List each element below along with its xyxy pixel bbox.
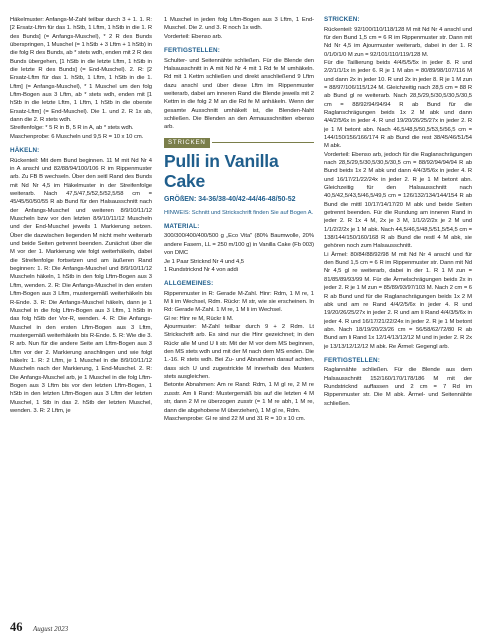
lace-pattern-text: Ajourmuster: M-Zahl teilbar durch 9 + 2 Rdm. Lt Strickschrift arb. Es sind nur die Hinr gezeichnet; in den Rückr alle M und U li str. Mit der M vor dem MS beginnen, den MS stets wdh und mit der M nach dem MS enden. Die 1.-16. R stets wdh. Bei Zu- und Abnahmen darauf achten, dass sich U und zugestrickte M innerhalb des Musters stets ausgleichen. [164, 324, 314, 381]
section-heading-finishing-2: FERTIGSTELLEN: [324, 356, 380, 364]
front-panel-text: Vorderteil: Ebenso arb. [164, 33, 223, 40]
section-heading-general: ALLGEMEINES: [164, 280, 214, 288]
back-panel-text: Rückenteil: Mit dem Bund beginnen. 11 M mit Nd Nr 4 in A anschl und 82/88/94/100/106 R im Rippenmuster arb. Zu FB B wechseln. Über den seitl Rand des Bunds mit Nd Nr 4,5 im Häkelmuster in der Streifenfolge weiterarb. Nach 47,5/47,5/52,5/52,5/58 cm = 45/45/50/50/55 R ab Bund für den Halsausschnitt nach der Anfangs-Muschel und weiteren 8/9/10/11/12 Muscheln bzw vor den letzten 8/9/10/11/12 Muscheln und der End-Muschel jeweils 1 Markierung setzen. Über die dazwischen liegenden M nicht mehr weiterarb und beide Seiten getrennt beenden. Zunächst über die M vor der 1. Markierung wie folgt weiterhäkeln, dabei die Streifenfolge fortsetzen und am äußeren Rand beginnen: 1. R: Die Anfangs-Muschel und 8/9/10/11/12 Muscheln häkeln, 1 hStb in den folg Lftm-Bogen aus 3 Lftm, wenden. 2. R: Die Anfangs-Muschel in den ersten Lftm-Bogen aus 3 Lftm, mustergemäß weiterhäkeln bis R-Ende. 3. R: Die Anfangs-Muschel häkeln, dann je 1 Muschel in die folg Lftm-Bogen aus 3 Lftm, 1 hStb in das folg hStb der Vor-R, wenden. 4. R: Die Anfangs-Muschel in den ersten Lftm-Bogen aus 3 Lftm, mustergemäß weiterhäkeln bis R-Ende. 5. R: Wie die 3. R arb. Nun für die andere Seite am Lftm-Bogen aus 3 Lftm vor der 2. Markierung anschlingen und wie folgt häkeln: 1. R: 2 Lftm, je 1 Muschel in die 8/9/10/11/12 Muscheln nach der Markierung, 1 End-Muschel. 2. R: Die Anfangs-Muschel arb, je 1 Muschel in die folg Lftm-Bogen aus 3 Lftm bis vor den letzten Lftm-Bogen, 1 hStb in den letzten Lftm-Bogen aus 3 Lftm der letzten Muschel, 1 Stb in das 2. hStb der letzten Muschel, wenden. 3. R: 2 Lftm, je [10, 157, 152, 414]
section-tag-row [164, 136, 314, 150]
section-heading-finishing: FERTIGSTELLEN: [164, 47, 220, 55]
material-item-circular-needle: 1 Rundstricknd Nr 4 von addi [164, 266, 238, 273]
knitting-tag: STRICKEN [164, 138, 210, 148]
decreases-text: Betonte Abnahmen: Am re Rand: Rdm, 1 M gl re, 2 M re zusstr. Am li Rand: Mustergemäß bis auf die letzten 4 M str, dann 2 M re überzogen zusstr (= 1 M re abh, 1 M re, dann die abgehobene M überziehen), 1 M gl re, Rdm. [164, 382, 314, 414]
back-knit-text: Rückenteil: 92/100/110/118/128 M mit Nd Nr 4 anschl und für den Bund 1,5 cm = 6 R im Rippenmuster str. Dann mit Nd Nr 4,5 im Ajourmuster weiterarb, dabei in der 1. R 0/1/0/1/0 M zun = 92/101/110/119/128 M. [324, 26, 472, 58]
sizes-line: GRÖßEN: 34-36/38-40/42-44/46-48/50-52 [164, 195, 296, 203]
front-knit-text: Vorderteil: Ebenso arb, jedoch für die Raglanschrägungen nach 28,5/29,5/30,5/30,5/30,5 cm = 88/92/94/94/94 R ab Bund beids 1x 2 M abk und dann 4/4/3/5/6x in jeder 4. R und 16/17/21/22/24x in jeder 2. R je 1 M betont abn. Gleichzeitig für den Halsausschnitt nach 40,5/42,5/43,5/46,5/49,5 cm = 126/132/134/144/154 R ab Bund die mittl 10/17/14/17/20 M abk und beide Seiten getrennt beenden. Für die Rundung am inneren Rand in jeder 2. R 1x 4 M, 2x je 3 M, 1/1/2/2/2x je 2 M und 1/1/2/2/2x je 1 M abk. Nach 44,5/46,5/48,5/51,5/54,5 cm = 138/144/150/160/168 R ab Bund die restl 4 M abk, sie gehören noch zum Halsausschnitt. [324, 151, 472, 250]
section-heading-knitting: STRICKEN: [324, 16, 360, 23]
pattern-title: Pulli in Vanilla Cake [164, 150, 279, 191]
material-item-needles: Je 1 Paar Stricknd Nr 4 und 4,5 [164, 258, 244, 265]
issue-date: August 2023 [32, 625, 69, 633]
knit-gauge-text: Maschenprobe: Gl re sind 22 M und 31 R = 10 x 10 cm. [164, 415, 306, 422]
finishing-text: Schulter- und Seitennähte schließen. Für die Blende den Halsausschnitt in A mit Nd Nr 4 mit 1 Rd fe M umhäkeln. Rd mit 1 Kettm schließen und direkt anschließend 9 Lftm dazu anschl und über diese Lftm im Rippenmuster weiterarb, dabei am inneren Rand die Blende jeweils mit 2 Kettm in die folg 2 M an die Rd fe M anhäkeln. Wenn der gesamte Ausschnitt umhäkelt ist, die Blenden-Naht schließen. Die Blenden an den Armausschnitten ebenso arb. [164, 57, 314, 131]
material-item-yarn: 300/300/400/400/500 g „Eco Vita" (80% Baumwolle, 20% andere Fasern, LL = 250 m/100 g) in Vanilla Cake (Fb 003) von DMC [164, 233, 314, 257]
gauge-text: Maschenprobe: 6 Muscheln und 9,5 R = 10 x 10 cm. [10, 133, 144, 140]
rib-pattern-text: Rippenmuster in R: Gerade M-Zahl. Hinr: Rdm, 1 M re, 1 M li im Wechsel, Rdm. Rückr: M str, wie sie erscheinen. In Rd: Gerade M-Zahl. 1 M re, 1 M li im Wechsel. [164, 290, 314, 314]
column-3 [324, 16, 472, 612]
column-1 [10, 16, 152, 612]
page-number: 46 [10, 620, 23, 634]
finishing-knit-text: Raglannähte schließen. Für die Blende aus dem Halsausschnitt 152/160/170/178/186 M mit der Rundstricknd auffassen und 2 cm = 7 Rd im Rippenmuster str. Die M abk. Ärmel- und Seitennähte schließen. [324, 367, 472, 407]
stockinette-text: Gl re: Hinr re M, Rückr li M. [164, 315, 234, 322]
stripe-sequence-text: Streifenfolge: * 5 R in B, 5 R in A, ab * stets wdh. [10, 125, 134, 132]
tag-divider [212, 142, 314, 143]
crochet-pattern-text: Häkelmuster: Anfangs-M-Zahl teilbar durch 3 + 1. 1. R: [2 Ersatz-Lftm für das 1. hStb, 1 Lftm, 1 hStb in die 1. R des Bunds] (= Anfangs-Muschel), * 2 R des Bunds überspringen, 1 Muschel (= 1 hStb + 3 Lftm + 1 hStb) in die folg R des Bunds, ab * stets wdh, enden mit 2 R des Bunds übergehen, [1 hStb in die letzte Lftm, 1 hStb in die letzte R des Bunds] (= End-Muschel). 2. R: [2 Ersatz-Lftm für das 1. hStb, 1 Lftm, 1 hStb in die 1. Lftm] (= Anfangs-Muschel), * 1 Muschel um den folg Lftm-Bogen aus 3 Lftm, ab * stets wdh, enden mit [1 hStb in die letzte Lftm, 1 Lftm, 1 hStb in die oberste Ersatz-Lftm] (= End-Muschel). Die 1. und 2. R 1x ab, dann die 2. R stets wdh. [10, 17, 152, 124]
page-footer [10, 618, 68, 632]
column-2 [164, 16, 314, 612]
section-heading-material: MATERIAL: [164, 222, 200, 230]
section-heading-crochet: HÄKELN: [10, 147, 40, 155]
waist-shaping-text: Für die Taillierung beids 4/4/5/5/5x in jeder 8. R und 2/2/1/1/1x in jeder 6. R je 1 M abn = 80/89/98/107/116 M und dann 2x in jeder 10. R und 2x in jeder 8. R je 1 M zun = 88/97/106/115/124 M. Gleichzeitig nach 28,5 cm = 88 R ab Bund gl re weiterarb. Nach 28,5/29,5/30,5/30,5/30,5 cm = 88/92/94/94/94 R ab Bund für die Raglanschrägungen beids 1x 2 M abk und dann 4/4/2/5/6x in jeder 4. R und 19/20/26/25/27x in jeder 2. R je 1 M betont abn. Nach 46,5/48,5/50,5/53,5/56,5 cm = 144/150/156/166/174 R ab Bund die rest 38/45/46/51/54 M abk. [324, 59, 472, 150]
sleeve-text: Li Ärmel: 80/84/88/92/98 M mit Nd Nr 4 anschl und für den Bund 1,5 cm = 6 R im Rippenmuster str. Dann mit Nd Nr 4,5 gl re weiterarb, dabei in der 1. R 1 M zun = 81/85/89/93/99 M. Für die Ärmelschrägungen beids 2x in jeder 2. R je 1 M zun = 85/89/93/97/103 M. Nach 2 cm = 6 R ab Bund und für die Raglanschrägungen beids 1x 2 M abk und am re Rand 4/4/2/5/6x in jeder 4. R und 19/20/26/25/27x in jeder 2. R und am li Rand 4/4/3/5/6x in jeder 4. R und 16/17/21/22/24x in jeder 2. R je 1 M betont abn. Nach 18/19/20/23/26 cm = 56/58/62/72/80 R ab Bund am li Rand 1x 12/14/13/12/12 M und in jeder 2. R 2x je 13/13/12/12/12 M abk. Re Ärmel: Gegengl arb. [324, 251, 472, 350]
continuation-text: 1 Muschel in jeden folg Lftm-Bogen aus 3 Lftm, 1 End-Muschel. Die 2. und 3. R noch 1x wdh. [164, 17, 314, 32]
hint-text: HINWEIS: Schnitt und Strickschrift finden Sie auf Bogen A. [164, 209, 314, 216]
